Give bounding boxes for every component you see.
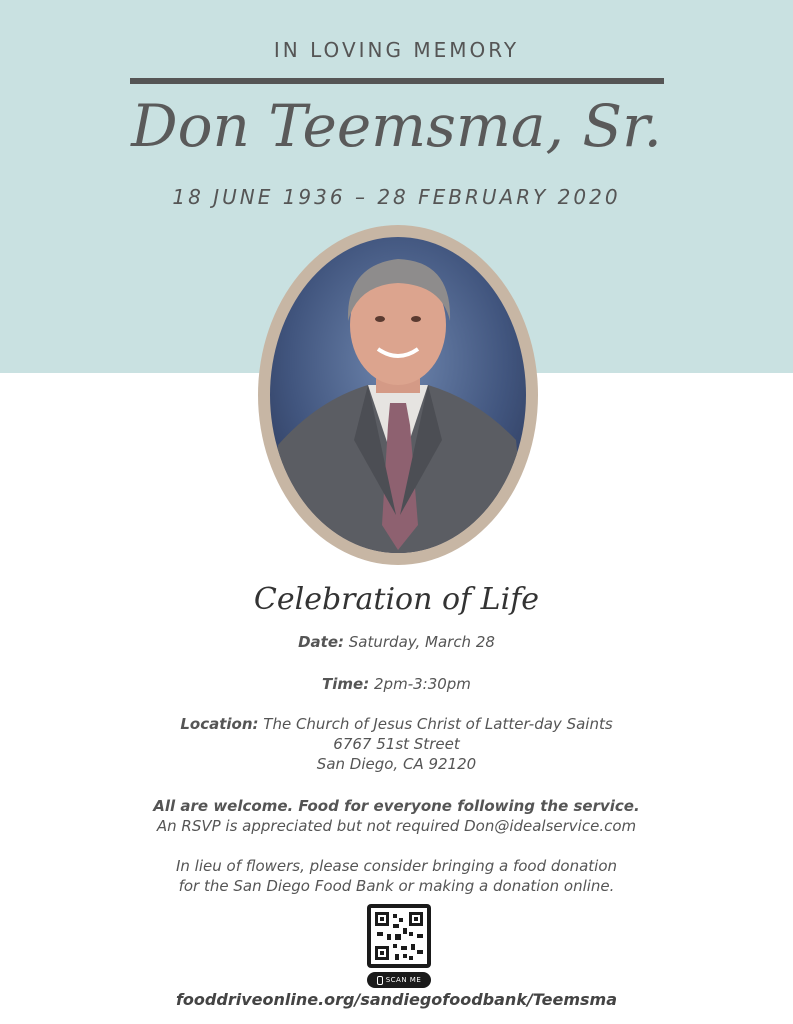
life-dates: 18 JUNE 1936 – 28 FEBRUARY 2020: [172, 185, 621, 209]
location-line-1: The Church of Jesus Christ of Latter-day Saints: [263, 715, 613, 733]
event-time: [0, 674, 793, 694]
rsvp-text: An RSVP is appreciated but not required Don@idealservice.com: [156, 817, 637, 835]
date-label: Date:: [298, 633, 344, 651]
welcome-text: All are welcome. Food for everyone following the service.: [153, 797, 640, 815]
event-date: [0, 632, 793, 652]
deceased-name: Don Teemsma, Sr.: [131, 92, 662, 160]
event-location: [0, 714, 793, 774]
donation-url[interactable]: fooddriveonline.org/sandiegofoodbank/Teemsma: [175, 990, 618, 1009]
celebration-of-life-title: Celebration of Life: [253, 582, 540, 617]
location-label: Location:: [180, 715, 259, 733]
date-value: Saturday, March 28: [348, 633, 495, 651]
scan-me-badge: [367, 972, 431, 988]
donation-line-1: In lieu of flowers, please consider bringing a food donation: [175, 857, 618, 875]
heading-divider: [130, 78, 664, 84]
welcome-notice: [0, 796, 793, 836]
location-line-3: San Diego, CA 92120: [316, 755, 477, 773]
location-line-2: 6767 51st Street: [333, 735, 460, 753]
qr-code-icon[interactable]: [367, 904, 431, 968]
in-loving-memory-heading: IN LOVING MEMORY: [273, 38, 520, 62]
phone-icon: [377, 976, 383, 985]
donation-notice: [0, 856, 793, 896]
portrait-photo: [258, 225, 538, 565]
scan-me-label: SCAN ME: [385, 976, 422, 984]
donation-line-2: for the San Diego Food Bank or making a donation online.: [178, 877, 615, 895]
time-value: 2pm-3:30pm: [374, 675, 471, 693]
time-label: Time:: [322, 675, 370, 693]
